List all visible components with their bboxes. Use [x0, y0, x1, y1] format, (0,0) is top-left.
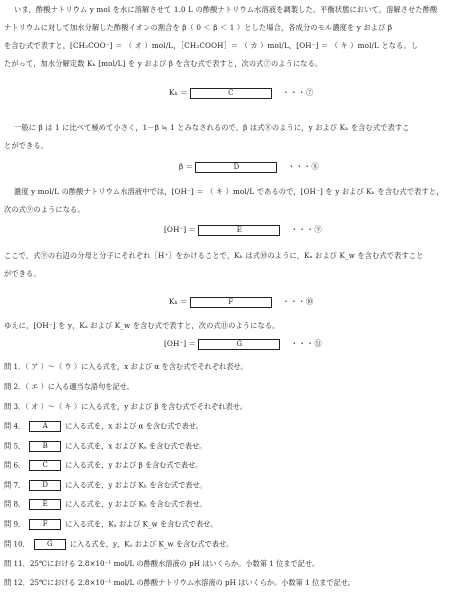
paragraph-line: ができる。 [4, 269, 41, 278]
paragraph-line: とができる。 [4, 141, 49, 150]
paragraph-line: たがって，加水分解定数 Kₕ [mol/L] を y および β を含む式で表すと，次の式⑦のようになる。 [4, 59, 323, 68]
question-text: に入る式を，y，Kₐ および K_w を含む式で表せ。 [69, 539, 234, 549]
question-text: に入る式を，y および β を含む式で表せ。 [65, 460, 203, 470]
equation-number: ・・・⑦ [282, 88, 314, 97]
question-text: に入る式を，x および Kₐ を含む式で表せ。 [65, 441, 207, 451]
blank-box-d: D [195, 162, 277, 173]
question-item [4, 559, 319, 569]
question-number: 問 7． [4, 480, 26, 490]
question-number: 問 6． [4, 460, 26, 470]
equation-lhs: β ＝ [179, 162, 194, 171]
paragraph-line: いま，酢酸ナトリウム y mol を水に溶解させて 1.0 L の酢酸ナトリウム水溶液を調製した。平衡状態において，溶解させた酢酸 [14, 5, 438, 14]
question-number: 問 11． [4, 559, 30, 568]
paragraph-line: ゆえに，[OH⁻] を y，Kₐ および K_w を含む式で表すと，次の式⑪のようになる。 [4, 321, 280, 330]
question-number: 問 1． [4, 362, 26, 371]
question-text: に入る式を，Kₐ および K_w を含む式で表せ。 [65, 519, 218, 529]
question-number: 問 4． [4, 421, 26, 431]
paragraph-line: 一般に β は 1 に比べて極めて小さく，1－β ≒ 1 とみなされるので，β は式⑧のように，y および Kₕ を含む式で表すこ [14, 123, 410, 132]
question-item [4, 382, 134, 392]
question-blank-box: F [29, 519, 61, 530]
question-number: 問 10． [4, 539, 30, 549]
blank-box-g: G [198, 339, 280, 350]
question-item [4, 362, 248, 372]
equation-lhs: Kₕ ＝ [169, 297, 188, 306]
question-text: （ エ ）に入る適当な語句を記せ。 [25, 382, 134, 391]
question-item [4, 539, 233, 550]
paragraph-line: ここで，式⑨の右辺の分母と分子にそれぞれ［H⁺］をかけることで，Kₕ は式⑩のように，Kₐ および K_w を含む式で表すこと [4, 251, 424, 260]
question-number: 問 8． [4, 499, 26, 509]
question-item [4, 499, 207, 510]
equation-number: ・・・⑩ [282, 297, 314, 306]
paragraph-line: 濃度 y mol/L の酢酸ナトリウム水溶液中では，[OH⁻] ＝ （ キ ）mol/L であるので，[OH⁻] を y および Kₕ を含む式で表すと， [14, 187, 444, 196]
question-number: 問 9． [4, 519, 26, 529]
paragraph-line: ナトリウムに対して加水分解した酢酸イオンの割合を β（ 0 ＜ β ＜ 1 ）とした場合，各成分のモル濃度を y および β [4, 23, 393, 32]
equation-number: ・・・⑨ [290, 225, 323, 234]
equation-9 [164, 224, 322, 236]
question-blank-box: E [29, 499, 61, 510]
question-text: （ オ ）～（ キ ）に入る式を，y および β を含む式でそれぞれ表せ。 [25, 402, 247, 411]
question-blank-box: B [29, 441, 61, 452]
equation-8 [179, 161, 319, 173]
question-item [4, 402, 247, 412]
question-text: （ ア ）～（ ウ ）に入る式を，x および α を含む式でそれぞれ表せ。 [25, 362, 248, 371]
question-item [4, 460, 202, 471]
question-text: 25℃における 2.8×10⁻¹ mol/L の酢酸ナトリウム水溶液の pH はいくらか。小数第 1 位まで記せ。 [29, 578, 355, 587]
equation-lhs: [OH⁻] ＝ [164, 339, 196, 348]
equation-lhs: Kₕ ＝ [169, 88, 188, 97]
question-text: 25℃における 2.8×10⁻¹ mol/L の酢酸水溶液の pH はいくらか。小数第 1 位まで記せ。 [29, 559, 320, 568]
paragraph-line: 次の式⑨のようになる。 [4, 205, 85, 214]
question-number: 問 2． [4, 382, 26, 391]
equation-number: ・・・⑧ [287, 162, 320, 171]
equation-10 [169, 296, 314, 308]
question-blank-box: D [29, 480, 61, 491]
equation-lhs: [OH⁻] ＝ [164, 225, 196, 234]
blank-box-f: F [190, 297, 272, 308]
question-text: に入る式を，y および Kₕ を含む式で表せ。 [65, 480, 207, 490]
question-number: 問 3． [4, 402, 26, 411]
equation-7 [169, 87, 314, 99]
question-number: 問 5． [4, 441, 26, 451]
question-blank-box: G [34, 539, 66, 550]
equation-number: ・・・⑪ [290, 339, 323, 348]
paragraph-line: を含む式で表すと，[CH₃COO⁻] ＝ （ オ ）mol/L，［CH₃COOH］＝ （ カ ）mol/L，[OH⁻] ＝ （ キ ）mol/L となる。し [4, 41, 419, 50]
question-blank-box: C [29, 460, 61, 471]
question-blank-box: A [29, 421, 61, 432]
question-item [4, 578, 355, 588]
question-item [4, 519, 217, 530]
blank-box-e: E [198, 225, 280, 236]
question-number: 問 12． [4, 578, 30, 587]
question-item [4, 480, 207, 491]
question-item [4, 441, 206, 452]
blank-box-c: C [190, 88, 272, 99]
equation-11 [164, 338, 322, 350]
question-item [4, 421, 203, 432]
question-text: に入る式を，y および Kₕ を含む式で表せ。 [65, 499, 207, 509]
question-text: に入る式を，x および α を含む式で表せ。 [65, 421, 203, 431]
